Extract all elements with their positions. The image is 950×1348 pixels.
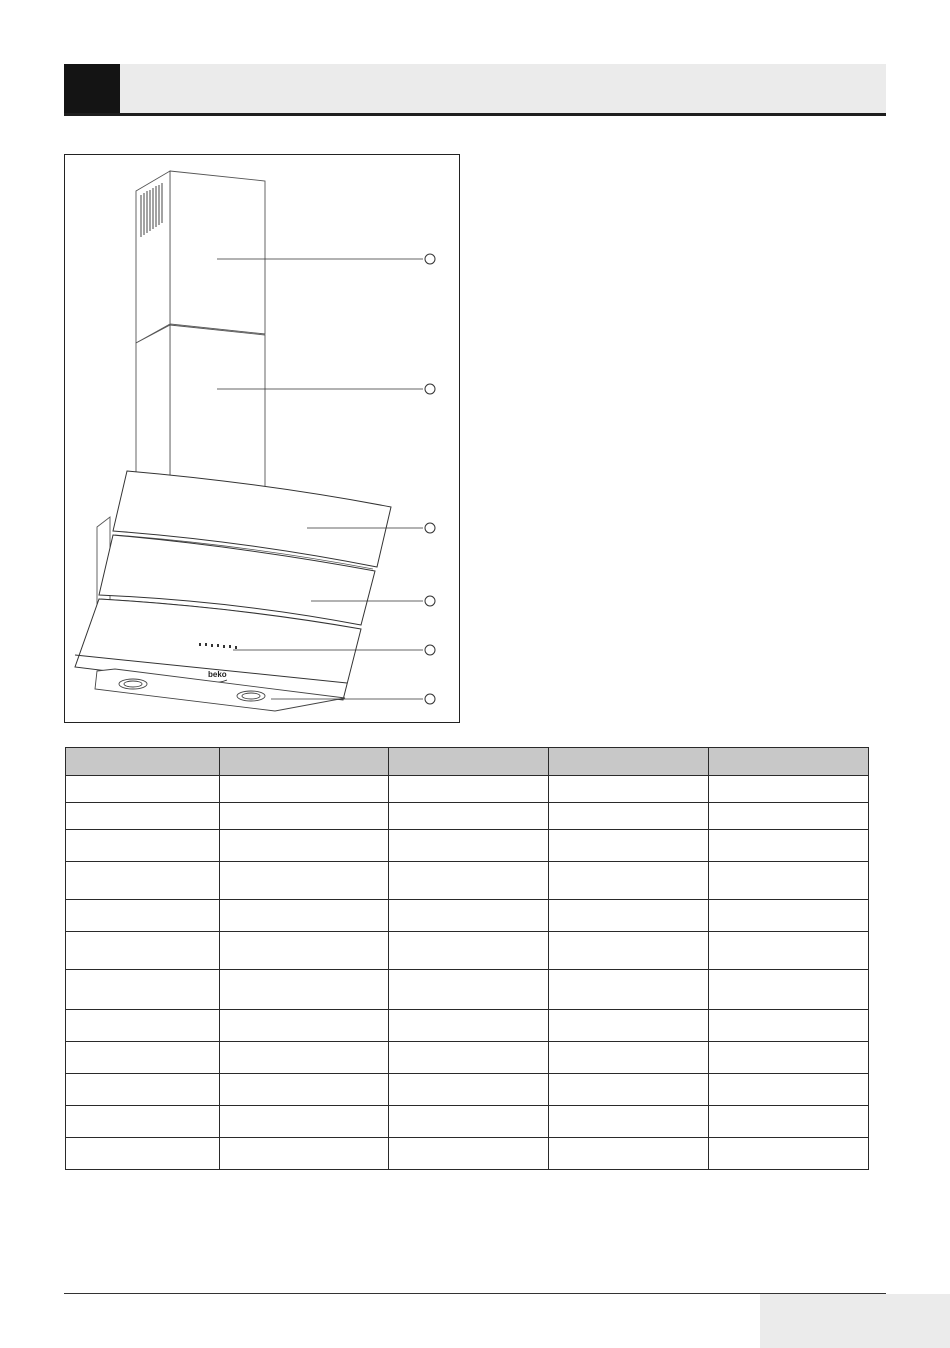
table-row <box>66 1042 869 1074</box>
table-cell <box>549 830 709 862</box>
table-cell <box>66 776 220 803</box>
table-header-cell <box>220 748 389 776</box>
table-header-row <box>66 748 869 776</box>
table-row <box>66 1074 869 1106</box>
table-cell <box>709 803 869 830</box>
table-cell <box>709 970 869 1010</box>
table-cell <box>549 1010 709 1042</box>
callout-5 <box>425 645 435 655</box>
table-row <box>66 1138 869 1170</box>
table-cell <box>549 970 709 1010</box>
table-row <box>66 900 869 932</box>
table-cell <box>389 970 549 1010</box>
table-cell <box>66 803 220 830</box>
table-cell <box>389 776 549 803</box>
table-cell <box>709 776 869 803</box>
table-cell <box>220 932 389 970</box>
table-cell <box>709 830 869 862</box>
callout-circles <box>425 254 435 704</box>
table-cell <box>389 1138 549 1170</box>
table-header-cell <box>709 748 869 776</box>
table-row <box>66 776 869 803</box>
table-cell <box>220 803 389 830</box>
table-cell <box>389 900 549 932</box>
table-cell <box>220 900 389 932</box>
callout-6 <box>425 694 435 704</box>
callout-1 <box>425 254 435 264</box>
brand-logo: beko <box>208 670 227 679</box>
table-cell <box>66 1010 220 1042</box>
table-row <box>66 1010 869 1042</box>
table-cell <box>66 862 220 900</box>
cooker-hood-drawing <box>65 155 461 724</box>
table-cell <box>549 1074 709 1106</box>
table-cell <box>220 970 389 1010</box>
callout-3 <box>425 523 435 533</box>
table-cell <box>549 776 709 803</box>
table-cell <box>549 803 709 830</box>
table-cell <box>66 1074 220 1106</box>
section-header-bar <box>64 64 886 114</box>
upper-chimney <box>136 171 265 343</box>
table-cell <box>549 1042 709 1074</box>
table-cell <box>66 1106 220 1138</box>
table-cell <box>66 932 220 970</box>
table-cell <box>709 1074 869 1106</box>
table-cell <box>220 1106 389 1138</box>
table-cell <box>709 1106 869 1138</box>
table-header-cell <box>66 748 220 776</box>
section-number-block <box>64 64 120 114</box>
table-row <box>66 862 869 900</box>
table-cell <box>389 932 549 970</box>
table-cell <box>66 900 220 932</box>
table-cell <box>549 1138 709 1170</box>
table-cell <box>549 900 709 932</box>
table-cell <box>709 1138 869 1170</box>
table-header-cell <box>389 748 549 776</box>
callout-4 <box>425 596 435 606</box>
table-row <box>66 932 869 970</box>
table-body <box>66 776 869 1170</box>
table-cell <box>220 830 389 862</box>
table-cell <box>389 830 549 862</box>
table-row <box>66 1106 869 1138</box>
table-cell <box>709 900 869 932</box>
table-cell <box>220 776 389 803</box>
table-cell <box>549 862 709 900</box>
table-cell <box>389 803 549 830</box>
lower-chimney <box>136 325 265 498</box>
table-cell <box>66 970 220 1010</box>
table-row <box>66 830 869 862</box>
table-row <box>66 803 869 830</box>
table-cell <box>709 1042 869 1074</box>
table-cell <box>66 1042 220 1074</box>
table-cell <box>709 932 869 970</box>
table-cell <box>66 1138 220 1170</box>
table-cell <box>220 1042 389 1074</box>
table-cell <box>220 1074 389 1106</box>
header-underline <box>64 113 886 116</box>
table-cell <box>389 1042 549 1074</box>
table-cell <box>549 932 709 970</box>
specification-table <box>65 747 869 1170</box>
table-cell <box>389 862 549 900</box>
callout-2 <box>425 384 435 394</box>
table-cell <box>389 1074 549 1106</box>
table-cell <box>389 1106 549 1138</box>
table-cell <box>220 1010 389 1042</box>
page-number-box <box>760 1294 950 1348</box>
product-illustration <box>64 154 460 723</box>
table-cell <box>709 1010 869 1042</box>
table-row <box>66 970 869 1010</box>
table-cell <box>220 1138 389 1170</box>
table-cell <box>66 830 220 862</box>
table-cell <box>220 862 389 900</box>
table-header-cell <box>549 748 709 776</box>
table-cell <box>709 862 869 900</box>
table-cell <box>549 1106 709 1138</box>
table-cell <box>389 1010 549 1042</box>
